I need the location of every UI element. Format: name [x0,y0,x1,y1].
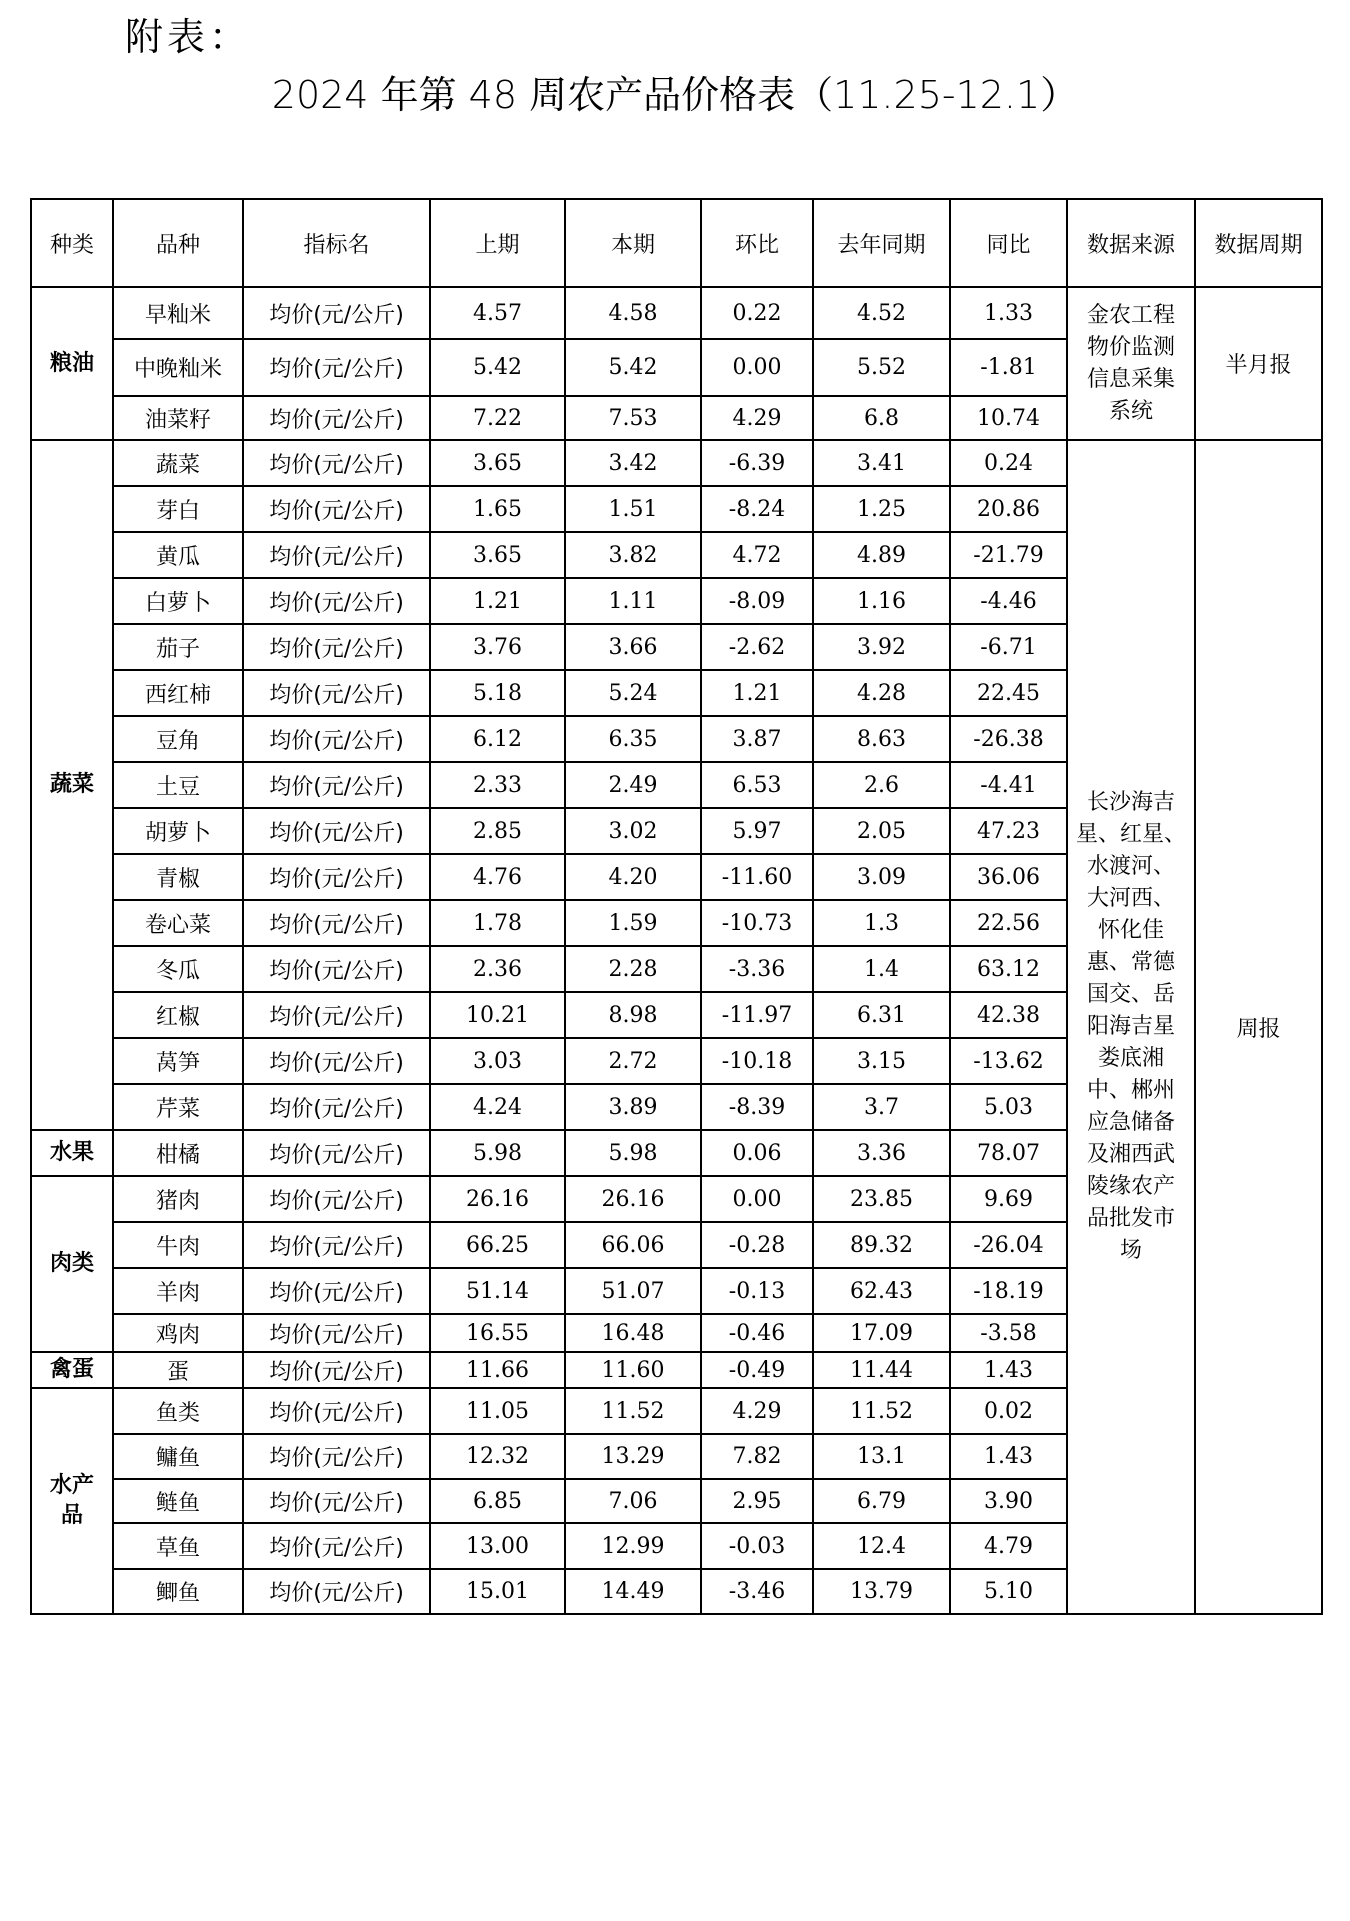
data-source-line: 系统 [1108,398,1153,424]
current-period-cell: 5.42 [565,339,701,396]
previous-period-cell: 3.03 [430,1038,565,1084]
last-year-cell: 8.63 [813,716,950,762]
current-period-cell: 4.58 [565,287,701,339]
previous-period-cell: 15.01 [430,1569,565,1614]
previous-period-cell: 2.36 [430,946,565,992]
previous-period-cell: 4.24 [430,1084,565,1130]
data-source-line: 怀化佳 [1097,918,1164,943]
last-year-cell: 4.89 [813,532,950,578]
year-on-year-cell: -6.71 [950,624,1067,670]
indicator-cell: 均价(元/公斤) [243,992,430,1038]
current-period-cell: 7.06 [565,1479,701,1523]
data-source-line: 应急储备 [1086,1110,1175,1135]
indicator-cell: 均价(元/公斤) [243,808,430,854]
current-period-cell: 3.82 [565,532,701,578]
indicator-cell: 均价(元/公斤) [243,578,430,624]
year-on-year-cell: 0.24 [950,440,1067,486]
month-on-month-cell: 0.06 [701,1130,813,1176]
data-period-cell: 周报 [1195,440,1322,1614]
category-cell [31,287,113,440]
month-on-month-cell: 7.82 [701,1434,813,1479]
year-on-year-cell: -26.38 [950,716,1067,762]
indicator-cell: 均价(元/公斤) [243,532,430,578]
year-on-year-cell: 3.90 [950,1479,1067,1523]
previous-period-cell: 5.42 [430,339,565,396]
column-header: 品种 [113,199,243,287]
last-year-cell: 2.05 [813,808,950,854]
category-label: 蔬菜 [49,772,94,797]
variety-cell: 早籼米 [113,287,243,339]
last-year-cell: 17.09 [813,1314,950,1352]
indicator-cell: 均价(元/公斤) [243,1268,430,1314]
variety-cell: 胡萝卜 [113,808,243,854]
variety-cell: 蛋 [113,1352,243,1388]
current-period-cell: 2.49 [565,762,701,808]
column-header: 种类 [31,199,113,287]
month-on-month-cell: -11.60 [701,854,813,900]
last-year-cell: 3.7 [813,1084,950,1130]
current-period-cell: 3.42 [565,440,701,486]
year-on-year-cell: 9.69 [950,1176,1067,1222]
data-source-line: 品批发市 [1086,1206,1175,1231]
year-on-year-cell: 47.23 [950,808,1067,854]
month-on-month-cell: 1.21 [701,670,813,716]
month-on-month-cell: -0.46 [701,1314,813,1352]
variety-cell: 羊肉 [113,1268,243,1314]
current-period-cell: 11.52 [565,1388,701,1434]
previous-period-cell: 66.25 [430,1222,565,1268]
data-period-cell: 半月报 [1195,287,1322,440]
data-source-line: 长沙海吉 [1086,790,1175,815]
variety-cell: 鲫鱼 [113,1569,243,1614]
year-on-year-cell: 63.12 [950,946,1067,992]
month-on-month-cell: -3.46 [701,1569,813,1614]
current-period-cell: 5.24 [565,670,701,716]
current-period-cell: 4.20 [565,854,701,900]
last-year-cell: 4.52 [813,287,950,339]
current-period-cell: 5.98 [565,1130,701,1176]
month-on-month-cell: 4.29 [701,1388,813,1434]
variety-cell: 芽白 [113,486,243,532]
data-source-line: 陵缘农产 [1086,1174,1175,1199]
variety-cell: 鱼类 [113,1388,243,1434]
last-year-cell: 3.92 [813,624,950,670]
variety-cell: 牛肉 [113,1222,243,1268]
indicator-cell: 均价(元/公斤) [243,1176,430,1222]
last-year-cell: 6.31 [813,992,950,1038]
last-year-cell: 11.52 [813,1388,950,1434]
previous-period-cell: 51.14 [430,1268,565,1314]
variety-cell: 茄子 [113,624,243,670]
previous-period-cell: 2.33 [430,762,565,808]
previous-period-cell: 4.76 [430,854,565,900]
variety-cell: 土豆 [113,762,243,808]
previous-period-cell: 3.65 [430,532,565,578]
data-source-line: 信息采集 [1086,366,1175,392]
previous-period-cell: 10.21 [430,992,565,1038]
year-on-year-cell: 78.07 [950,1130,1067,1176]
column-header: 指标名 [243,199,430,287]
category-cell [31,1352,113,1388]
variety-cell: 卷心菜 [113,900,243,946]
indicator-cell: 均价(元/公斤) [243,854,430,900]
indicator-cell: 均价(元/公斤) [243,716,430,762]
last-year-cell: 5.52 [813,339,950,396]
previous-period-cell: 11.05 [430,1388,565,1434]
year-on-year-cell: -3.58 [950,1314,1067,1352]
last-year-cell: 13.79 [813,1569,950,1614]
current-period-cell: 2.72 [565,1038,701,1084]
last-year-cell: 1.3 [813,900,950,946]
year-on-year-cell: -4.46 [950,578,1067,624]
indicator-cell: 均价(元/公斤) [243,339,430,396]
table-header-row [31,199,1322,287]
last-year-cell: 13.1 [813,1434,950,1479]
last-year-cell: 11.44 [813,1352,950,1388]
year-on-year-cell: 1.43 [950,1352,1067,1388]
data-source-line: 大河西、 [1086,886,1175,911]
current-period-cell: 11.60 [565,1352,701,1388]
column-header: 数据来源 [1067,199,1195,287]
previous-period-cell: 16.55 [430,1314,565,1352]
previous-period-cell: 3.65 [430,440,565,486]
last-year-cell: 62.43 [813,1268,950,1314]
indicator-cell: 均价(元/公斤) [243,624,430,670]
last-year-cell: 23.85 [813,1176,950,1222]
data-source-line: 及湘西武 [1086,1142,1175,1167]
data-source-line: 惠、常德 [1086,950,1175,975]
data-source-line: 中、郴州 [1086,1078,1175,1103]
variety-cell: 白萝卜 [113,578,243,624]
month-on-month-cell: -10.73 [701,900,813,946]
year-on-year-cell: -13.62 [950,1038,1067,1084]
last-year-cell: 1.16 [813,578,950,624]
indicator-cell: 均价(元/公斤) [243,670,430,716]
last-year-cell: 2.6 [813,762,950,808]
column-header: 去年同期 [813,199,950,287]
current-period-cell: 2.28 [565,946,701,992]
column-header: 环比 [701,199,813,287]
category-cell [31,440,113,1130]
variety-cell: 草鱼 [113,1523,243,1569]
year-on-year-cell: 0.02 [950,1388,1067,1434]
current-period-cell: 7.53 [565,396,701,440]
previous-period-cell: 6.12 [430,716,565,762]
category-label: 水产品 [49,1473,94,1528]
month-on-month-cell: -0.03 [701,1523,813,1569]
year-on-year-cell: 5.10 [950,1569,1067,1614]
variety-cell: 西红柿 [113,670,243,716]
data-source-line: 阳海吉星 [1086,1014,1175,1039]
indicator-cell: 均价(元/公斤) [243,900,430,946]
category-cell [31,1130,113,1176]
previous-period-cell: 6.85 [430,1479,565,1523]
indicator-cell: 均价(元/公斤) [243,396,430,440]
previous-period-cell: 1.21 [430,578,565,624]
current-period-cell: 26.16 [565,1176,701,1222]
month-on-month-cell: -6.39 [701,440,813,486]
year-on-year-cell: -1.81 [950,339,1067,396]
previous-period-cell: 1.65 [430,486,565,532]
previous-period-cell: 3.76 [430,624,565,670]
month-on-month-cell: -10.18 [701,1038,813,1084]
month-on-month-cell: 5.97 [701,808,813,854]
current-period-cell: 3.66 [565,624,701,670]
previous-period-cell: 5.18 [430,670,565,716]
column-header: 上期 [430,199,565,287]
category-cell [31,1388,113,1614]
last-year-cell: 1.4 [813,946,950,992]
current-period-cell: 51.07 [565,1268,701,1314]
current-period-cell: 12.99 [565,1523,701,1569]
variety-cell: 芹菜 [113,1084,243,1130]
variety-cell: 黄瓜 [113,532,243,578]
month-on-month-cell: 3.87 [701,716,813,762]
current-period-cell: 14.49 [565,1569,701,1614]
last-year-cell: 89.32 [813,1222,950,1268]
data-source-line: 国交、岳 [1086,982,1175,1007]
price-table [30,198,1323,1615]
year-on-year-cell: 20.86 [950,486,1067,532]
table-row [31,440,1322,486]
indicator-cell: 均价(元/公斤) [243,1038,430,1084]
column-header: 数据周期 [1195,199,1322,287]
previous-period-cell: 5.98 [430,1130,565,1176]
variety-cell: 豆角 [113,716,243,762]
variety-cell: 鳙鱼 [113,1434,243,1479]
previous-period-cell: 7.22 [430,396,565,440]
previous-period-cell: 1.78 [430,900,565,946]
year-on-year-cell: -4.41 [950,762,1067,808]
category-label: 肉类 [49,1251,94,1276]
month-on-month-cell: 0.00 [701,1176,813,1222]
column-header: 本期 [565,199,701,287]
table-body [31,287,1322,1614]
variety-cell: 青椒 [113,854,243,900]
month-on-month-cell: -8.24 [701,486,813,532]
last-year-cell: 12.4 [813,1523,950,1569]
month-on-month-cell: 4.29 [701,396,813,440]
category-label: 禽蛋 [49,1357,94,1382]
previous-period-cell: 12.32 [430,1434,565,1479]
variety-cell: 鸡肉 [113,1314,243,1352]
previous-period-cell: 4.57 [430,287,565,339]
data-source-line: 金农工程 [1086,302,1175,328]
variety-cell: 猪肉 [113,1176,243,1222]
data-source-line: 物价监测 [1086,334,1175,360]
data-source-line: 星、红星、 [1075,822,1186,847]
current-period-cell: 1.59 [565,900,701,946]
year-on-year-cell: 5.03 [950,1084,1067,1130]
variety-cell: 莴笋 [113,1038,243,1084]
variety-cell: 红椒 [113,992,243,1038]
month-on-month-cell: -8.39 [701,1084,813,1130]
last-year-cell: 3.09 [813,854,950,900]
table-row [31,287,1322,339]
year-on-year-cell: 36.06 [950,854,1067,900]
current-period-cell: 1.11 [565,578,701,624]
indicator-cell: 均价(元/公斤) [243,762,430,808]
month-on-month-cell: 6.53 [701,762,813,808]
month-on-month-cell: 0.00 [701,339,813,396]
current-period-cell: 13.29 [565,1434,701,1479]
current-period-cell: 66.06 [565,1222,701,1268]
variety-cell: 中晚籼米 [113,339,243,396]
month-on-month-cell: 0.22 [701,287,813,339]
year-on-year-cell: 22.45 [950,670,1067,716]
indicator-cell: 均价(元/公斤) [243,1314,430,1352]
year-on-year-cell: -26.04 [950,1222,1067,1268]
previous-period-cell: 2.85 [430,808,565,854]
data-source-cell [1067,287,1195,440]
month-on-month-cell: -2.62 [701,624,813,670]
last-year-cell: 6.79 [813,1479,950,1523]
appendix-label: 附表： [125,15,252,59]
indicator-cell: 均价(元/公斤) [243,1130,430,1176]
month-on-month-cell: -0.28 [701,1222,813,1268]
indicator-cell: 均价(元/公斤) [243,1388,430,1434]
category-cell [31,1176,113,1352]
variety-cell: 冬瓜 [113,946,243,992]
category-label: 水果 [49,1140,94,1165]
indicator-cell: 均价(元/公斤) [243,1479,430,1523]
last-year-cell: 3.41 [813,440,950,486]
month-on-month-cell: 2.95 [701,1479,813,1523]
indicator-cell: 均价(元/公斤) [243,1569,430,1614]
indicator-cell: 均价(元/公斤) [243,946,430,992]
year-on-year-cell: 1.43 [950,1434,1067,1479]
indicator-cell: 均价(元/公斤) [243,440,430,486]
last-year-cell: 4.28 [813,670,950,716]
current-period-cell: 16.48 [565,1314,701,1352]
data-source-line: 水渡河、 [1086,854,1175,879]
year-on-year-cell: -21.79 [950,532,1067,578]
previous-period-cell: 11.66 [430,1352,565,1388]
category-label: 粮油 [49,350,94,376]
indicator-cell: 均价(元/公斤) [243,1523,430,1569]
indicator-cell: 均价(元/公斤) [243,1084,430,1130]
variety-cell: 蔬菜 [113,440,243,486]
month-on-month-cell: -11.97 [701,992,813,1038]
year-on-year-cell: 22.56 [950,900,1067,946]
indicator-cell: 均价(元/公斤) [243,486,430,532]
indicator-cell: 均价(元/公斤) [243,1434,430,1479]
current-period-cell: 3.89 [565,1084,701,1130]
current-period-cell: 6.35 [565,716,701,762]
year-on-year-cell: 10.74 [950,396,1067,440]
current-period-cell: 8.98 [565,992,701,1038]
last-year-cell: 1.25 [813,486,950,532]
year-on-year-cell: 1.33 [950,287,1067,339]
last-year-cell: 6.8 [813,396,950,440]
indicator-cell: 均价(元/公斤) [243,287,430,339]
variety-cell: 柑橘 [113,1130,243,1176]
previous-period-cell: 26.16 [430,1176,565,1222]
year-on-year-cell: -18.19 [950,1268,1067,1314]
month-on-month-cell: -3.36 [701,946,813,992]
year-on-year-cell: 4.79 [950,1523,1067,1569]
data-source-cell [1067,440,1195,1614]
variety-cell: 鲢鱼 [113,1479,243,1523]
last-year-cell: 3.15 [813,1038,950,1084]
page-title: 2024 年第 48 周农产品价格表（11.25-12.1） [271,73,1079,117]
year-on-year-cell: 42.38 [950,992,1067,1038]
month-on-month-cell: 4.72 [701,532,813,578]
current-period-cell: 1.51 [565,486,701,532]
previous-period-cell: 13.00 [430,1523,565,1569]
last-year-cell: 3.36 [813,1130,950,1176]
variety-cell: 油菜籽 [113,396,243,440]
current-period-cell: 3.02 [565,808,701,854]
month-on-month-cell: -0.49 [701,1352,813,1388]
indicator-cell: 均价(元/公斤) [243,1222,430,1268]
month-on-month-cell: -8.09 [701,578,813,624]
data-source-line: 场 [1119,1238,1142,1263]
indicator-cell: 均价(元/公斤) [243,1352,430,1388]
month-on-month-cell: -0.13 [701,1268,813,1314]
column-header: 同比 [950,199,1067,287]
data-source-line: 娄底湘 [1097,1046,1164,1071]
